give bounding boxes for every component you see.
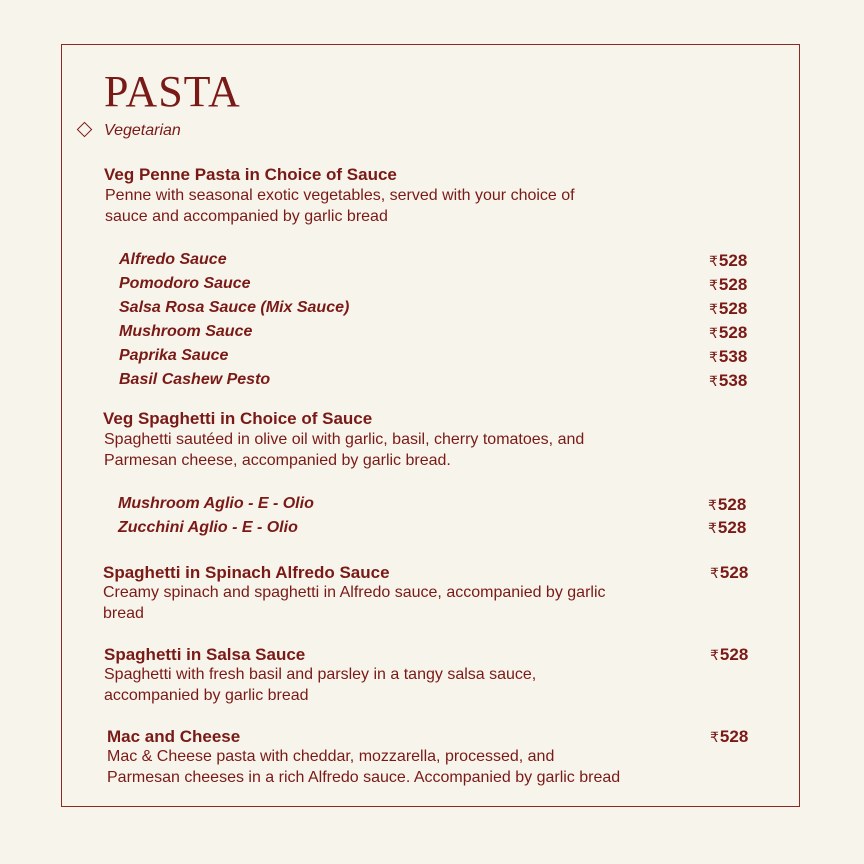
- rupee-symbol: ₹: [709, 253, 718, 269]
- price-value: 528: [718, 299, 748, 318]
- rupee-symbol: ₹: [708, 497, 717, 513]
- dish-description: [104, 665, 536, 706]
- price-value: 528: [719, 563, 749, 582]
- price-value: 528: [717, 495, 747, 514]
- price-value: 528: [719, 645, 749, 664]
- dish-description-line: Parmesan cheeses in a rich Alfredo sauce. Accompanied by garlic bread: [107, 768, 621, 786]
- dish-description-line: bread: [103, 604, 144, 622]
- dish-name: Mac and Cheese: [107, 727, 241, 746]
- dish-description-line: Mac & Cheese pasta with cheddar, mozzarella, processed, and: [107, 748, 555, 765]
- rupee-symbol: ₹: [710, 565, 719, 581]
- dish-description-line: Penne with seasonal exotic vegetables, served with your choice of: [105, 187, 575, 204]
- dish-description-line: accompanied by garlic bread: [104, 686, 309, 704]
- price-value: 528: [719, 727, 749, 746]
- sauce-option-price: [709, 371, 747, 391]
- sauce-option-name: Salsa Rosa Sauce (Mix Sauce): [119, 299, 350, 316]
- vegetarian-legend-label: Vegetarian: [104, 122, 181, 139]
- dish-description: [107, 747, 620, 788]
- dish-name: Spaghetti in Salsa Sauce: [104, 645, 306, 664]
- dish-price: [710, 563, 748, 583]
- rupee-symbol: ₹: [709, 349, 718, 365]
- rupee-symbol: ₹: [709, 277, 718, 293]
- sauce-option-price: [709, 251, 747, 271]
- sauce-option-name: Paprika Sauce: [119, 347, 229, 364]
- price-value: 528: [718, 323, 748, 342]
- rupee-symbol: ₹: [709, 325, 718, 341]
- price-value: 528: [718, 251, 748, 270]
- price-value: 538: [718, 371, 748, 390]
- dish-description-line: Spaghetti sautéed in olive oil with garlic, basil, cherry tomatoes, and: [104, 431, 585, 448]
- sauce-option-price: [708, 518, 746, 538]
- rupee-symbol: ₹: [710, 647, 719, 663]
- sauce-option-name: Alfredo Sauce: [119, 251, 227, 268]
- dish-name: Veg Penne Pasta in Choice of Sauce: [104, 165, 397, 184]
- dish-description: [103, 583, 606, 624]
- dish-price: [710, 727, 748, 747]
- dish-description-line: Spaghetti with fresh basil and parsley in a tangy salsa sauce,: [104, 666, 537, 683]
- price-value: 528: [718, 275, 748, 294]
- sauce-option-name: Mushroom Sauce: [119, 323, 253, 340]
- sauce-option-name: Basil Cashew Pesto: [119, 371, 271, 388]
- dish-description-line: sauce and accompanied by garlic bread: [105, 207, 388, 225]
- sauce-option-price: [709, 275, 747, 295]
- dish-description-line: Creamy spinach and spaghetti in Alfredo sauce, accompanied by garlic: [103, 584, 606, 601]
- section-title: PASTA: [104, 67, 241, 116]
- rupee-symbol: ₹: [710, 729, 719, 745]
- dish-name: Veg Spaghetti in Choice of Sauce: [103, 409, 373, 428]
- sauce-option-price: [708, 495, 746, 515]
- dish-description: [105, 186, 575, 227]
- rupee-symbol: ₹: [709, 301, 718, 317]
- rupee-symbol: ₹: [709, 373, 718, 389]
- price-value: 538: [718, 347, 748, 366]
- sauce-option-name: Pomodoro Sauce: [119, 275, 251, 292]
- sauce-option-name: Mushroom Aglio - E - Olio: [118, 495, 314, 512]
- sauce-option-price: [709, 299, 747, 319]
- sauce-option-price: [709, 323, 747, 343]
- dish-name: Spaghetti in Spinach Alfredo Sauce: [103, 563, 390, 582]
- dish-description-line: Parmesan cheese, accompanied by garlic bread.: [104, 451, 451, 469]
- price-value: 528: [717, 518, 747, 537]
- sauce-option-price: [709, 347, 747, 367]
- dish-description: [104, 430, 584, 471]
- rupee-symbol: ₹: [708, 520, 717, 536]
- sauce-option-name: Zucchini Aglio - E - Olio: [118, 519, 298, 536]
- dish-price: [710, 645, 748, 665]
